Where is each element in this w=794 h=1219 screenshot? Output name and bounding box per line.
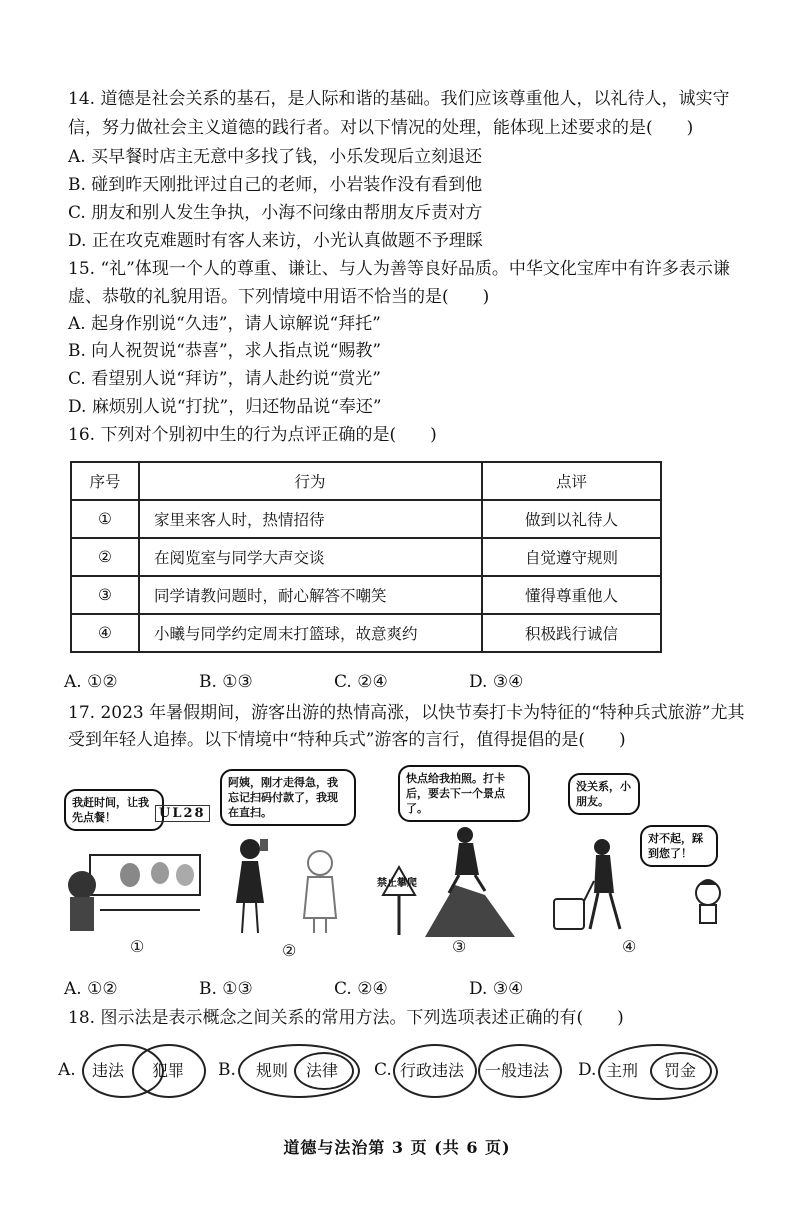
row-comment: 自觉遵守规则 (482, 538, 661, 576)
q16-option-a: A. ①② (64, 672, 118, 692)
row-behavior: 家里来客人时，热情招待 (139, 500, 482, 538)
q17-option-a: A. ①② (64, 979, 118, 999)
panel3-number: ③ (452, 937, 467, 956)
q14-option-b: B. 碰到昨天刚批评过自己的老师，小岩装作没有看到他 (68, 175, 483, 195)
q18-d-inner-text: 罚金 (664, 1061, 697, 1080)
page-footer: 道德与法治第 3 页 (共 6 页) (283, 1138, 511, 1157)
table-row (71, 538, 661, 576)
q18-a-left-text: 违法 (92, 1061, 125, 1080)
q18-b-outer-text: 规则 (256, 1061, 289, 1080)
q16-option-d: D. ③④ (469, 672, 524, 692)
q17-comic-strip (60, 765, 740, 965)
row-no: ① (71, 500, 139, 538)
q18-a-label: A. (58, 1060, 76, 1080)
q15-option-c: C. 看望别人说“拜访”，请人赴约说“赏光” (68, 369, 381, 389)
q18-c-right-text: 一般违法 (485, 1061, 550, 1080)
q17-option-d: D. ③④ (469, 979, 524, 999)
panel1-shop-sign: UL28 (155, 805, 210, 822)
panel4-illustration (548, 833, 738, 938)
table-row (71, 576, 661, 614)
q14-option-d: D. 正在攻克难题时有客人来访，小光认真做题不予理睬 (68, 231, 483, 251)
q18-b-label: B. (218, 1060, 236, 1080)
q18-b-inner-text: 法律 (306, 1061, 339, 1080)
row-comment: 懂得尊重他人 (482, 576, 661, 614)
q15-stem-line2: 虚、恭敬的礼貌用语。下列情境中用语不恰当的是( ) (68, 287, 490, 307)
q16-table (70, 461, 662, 653)
row-no: ④ (71, 614, 139, 652)
panel4-speech-bubble-child: 对不起，踩到您了！ (640, 825, 718, 867)
panel1-illustration (60, 825, 210, 935)
q14-option-a: A. 买早餐时店主无意中多找了钱，小乐发现后立刻退还 (68, 147, 483, 167)
panel2-number: ② (282, 941, 297, 960)
header-behavior: 行为 (139, 462, 482, 500)
q17-option-b: B. ①③ (199, 979, 253, 999)
panel1-speech-bubble: 我赶时间，让我先点餐！ (64, 789, 164, 831)
panel4-speech-bubble-adult: 没关系，小朋友。 (568, 773, 640, 815)
q18-d-label: D. (578, 1060, 597, 1080)
header-no: 序号 (71, 462, 139, 500)
panel3-speech-bubble: 快点给我拍照。打卡后，要去下一个景点了。 (398, 765, 530, 822)
q15-option-b: B. 向人祝贺说“恭喜”，求人指点说“赐教” (68, 341, 382, 361)
header-comment: 点评 (482, 462, 661, 500)
q15-option-a: A. 起身作别说“久违”，请人谅解说“拜托” (68, 314, 381, 334)
q15-stem-line1: 15. “礼”体现一个人的尊重、谦让、与人为善等良好品质。中华文化宝库中有许多表示谦 (68, 259, 730, 279)
table-row (71, 500, 661, 538)
q14-option-c: C. 朋友和别人发生争执，小海不问缘由帮朋友斥责对方 (68, 203, 483, 223)
row-comment: 做到以礼待人 (482, 500, 661, 538)
row-behavior: 同学请教问题时，耐心解答不嘲笑 (139, 576, 482, 614)
q14-stem-line1: 14. 道德是社会关系的基石，是人际和谐的基础。我们应该尊重他人，以礼待人，诚实守 (68, 89, 730, 109)
row-no: ② (71, 538, 139, 576)
q18-c-label: C. (374, 1060, 392, 1080)
q18-stem: 18. 图示法是表示概念之间关系的常用方法。下列选项表述正确的有( ) (68, 1008, 624, 1028)
q18-c-left-text: 行政违法 (400, 1061, 465, 1080)
panel3-warning-sign: 禁止攀爬 (377, 878, 417, 889)
row-comment: 积极践行诚信 (482, 614, 661, 652)
q17-option-c: C. ②④ (334, 979, 388, 999)
panel4-number: ④ (622, 937, 637, 956)
panel2-speech-bubble: 阿姨，刚才走得急，我忘记扫码付款了，我现在直扫。 (220, 769, 356, 826)
row-behavior: 小曦与同学约定周末打篮球，故意爽约 (139, 614, 482, 652)
panel1-number: ① (130, 937, 145, 956)
q18-a-right-text: 犯罪 (152, 1061, 185, 1080)
q18-d-outer-text: 主刑 (606, 1061, 639, 1080)
row-behavior: 在阅览室与同学大声交谈 (139, 538, 482, 576)
q17-stem-line2: 受到年轻人追捧。以下情境中“特种兵式”游客的言行，值得提倡的是( ) (68, 730, 626, 750)
q16-option-b: B. ①③ (199, 672, 253, 692)
q16-option-c: C. ②④ (334, 672, 388, 692)
row-no: ③ (71, 576, 139, 614)
q17-stem-line1: 17. 2023 年暑假期间，游客出游的热情高涨，以快节奏打卡为特征的“特种兵式旅游”尤其 (68, 703, 745, 723)
q15-option-d: D. 麻烦别人说“打扰”，归还物品说“奉还” (68, 397, 382, 417)
q14-stem-line2: 信，努力做社会主义道德的践行者。对以下情况的处理，能体现上述要求的是( ) (68, 118, 694, 138)
table-row (71, 614, 661, 652)
table-header-row (71, 462, 661, 500)
q16-stem: 16. 下列对个别初中生的行为点评正确的是( ) (68, 425, 437, 445)
panel2-illustration (220, 833, 370, 938)
